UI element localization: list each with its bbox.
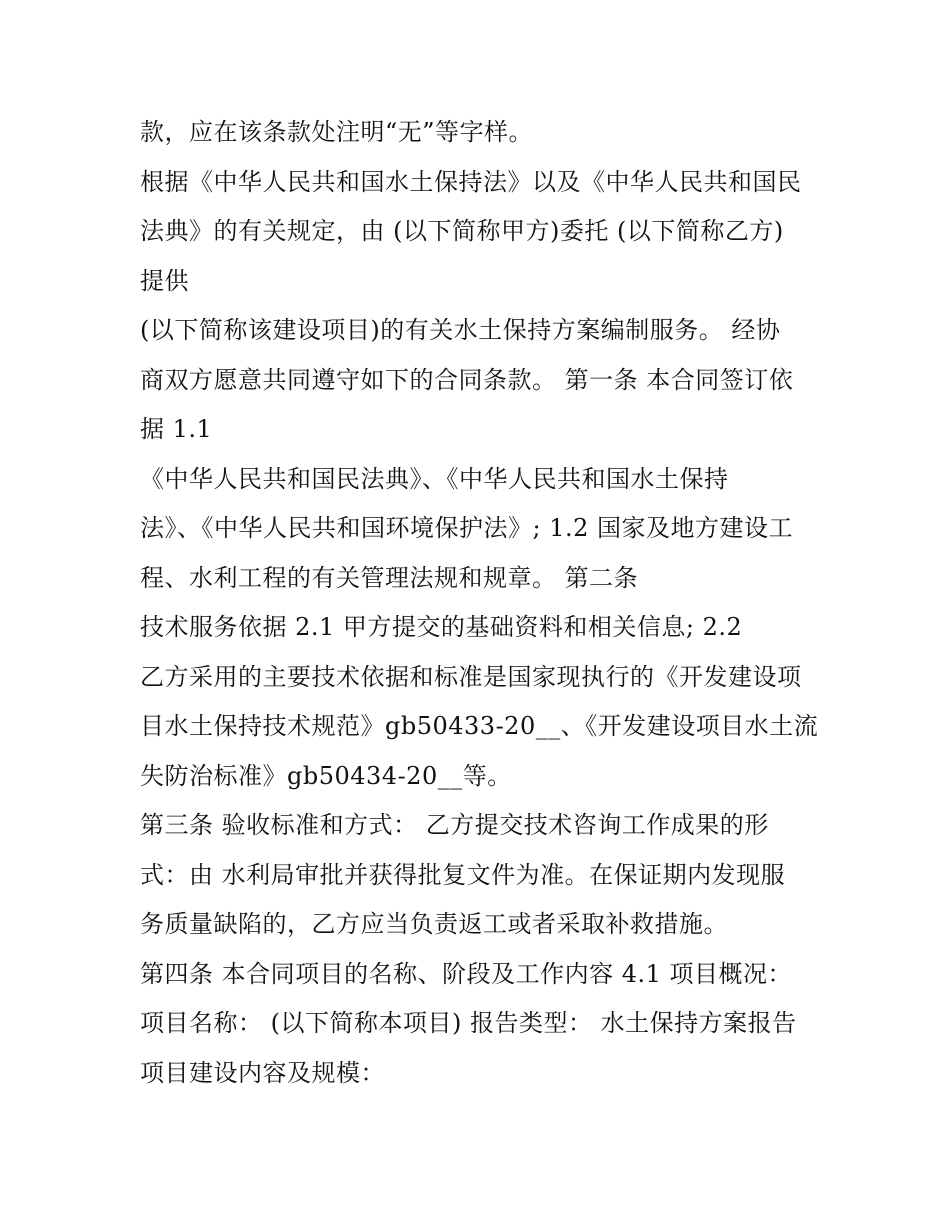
text-line: 第四条 本合同项目的名称、阶段及工作内容 4.1 项目概况： [140,959,793,988]
text-line: 《中华人民共和国民法典》、《中华人民共和国水土保持 [140,464,729,493]
text-line: 法》、《中华人民共和国环境保护法》; 1.2 国家及地方建设工 [140,514,794,542]
text-line: 式：由 水利局审批并获得批复文件为准。在保证期内发现服 [140,860,786,889]
text-line: 失防治标准》gb50434-20__等。 [140,761,512,790]
text-line: 据 1.1 [140,415,213,443]
text-line: (以下简称该建设项目)的有关水土保持方案编制服务。 经协 [140,316,781,344]
text-line: 法典》的有关规定，由 (以下简称甲方)委托 (以下简称乙方) [140,217,784,245]
text-line: 款，应在该条款处注明“无”等字样。 [140,118,534,146]
text-line: 务质量缺陷的，乙方应当负责返工或者采取补救措施。 [140,910,728,938]
text-line: 技术服务依据 2.1 甲方提交的基础资料和相关信息; 2.2 [140,613,743,641]
text-line: 目水土保持技术规范》gb50433-20__、《开发建设项目水土流 [140,712,819,740]
document-body [140,108,830,1098]
text-line: 程、水利工程的有关管理法规和规章。 第二条 [140,563,639,592]
text-line: 第三条 验收标准和方式： 乙方提交技术咨询工作成果的形 [140,811,769,839]
text-line: 项目建设内容及规模： [140,1058,385,1087]
text-line: 商双方愿意共同遵守如下的合同条款。 第一条 本合同签订依 [140,365,794,394]
text-line: 乙方采用的主要技术依据和标准是国家现执行的《开发建设项 [140,662,802,691]
text-line: 项目名称： (以下简称本项目) 报告类型： 水土保持方案报告 [140,1009,797,1037]
text-line: 提供 [140,266,189,295]
text-line: 根据《中华人民共和国水土保持法》以及《中华人民共和国民 [140,167,802,196]
